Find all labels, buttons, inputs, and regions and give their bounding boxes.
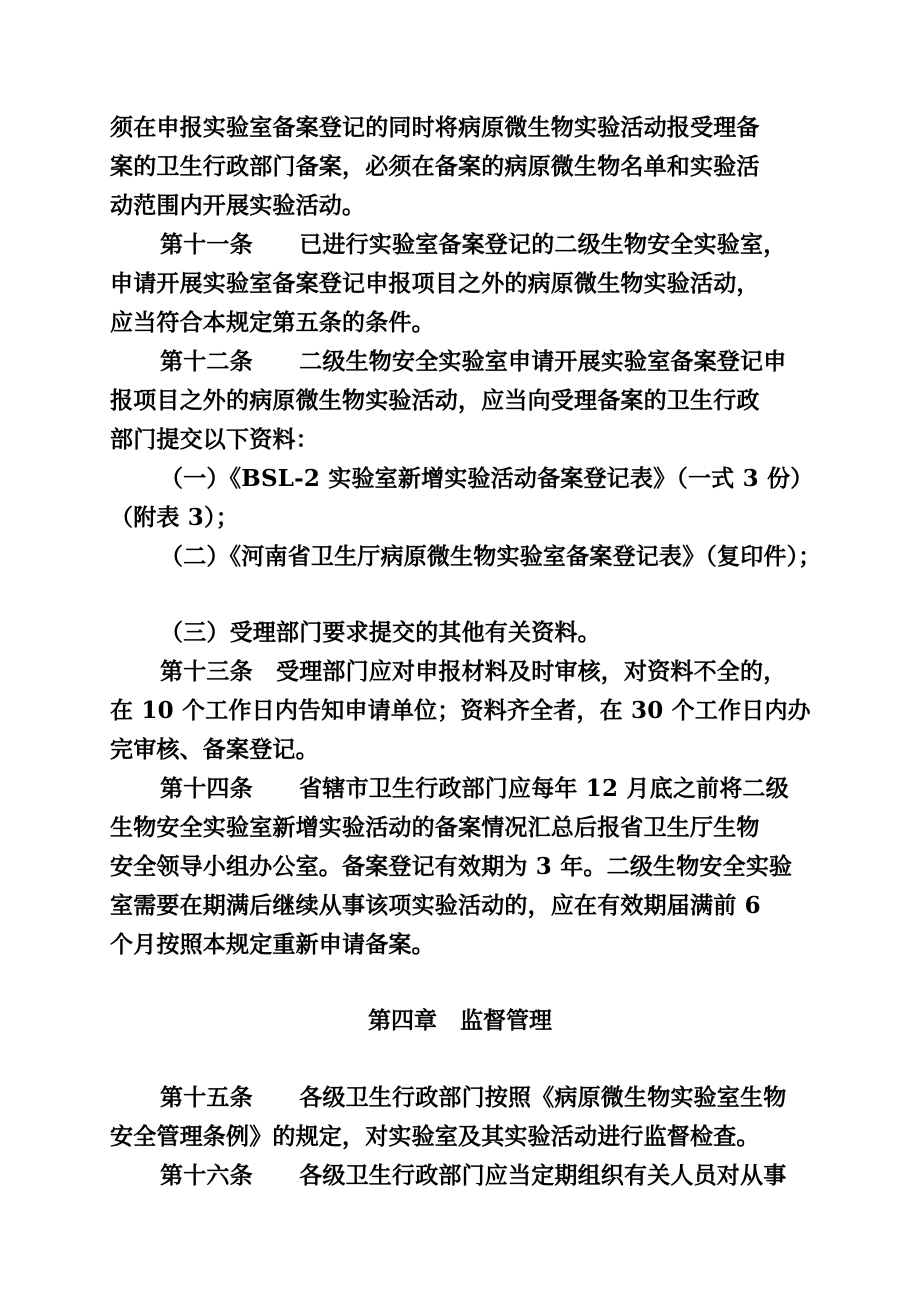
article-14-line: 第十四条 省辖市卫生行政部门应每年 12 月底之前将二级 [160, 775, 789, 802]
text-line: 案的卫生行政部门备案，必须在备案的病原微生物名单和实验活 [110, 153, 760, 180]
article-16-line: 第十六条 各级卫生行政部门应当定期组织有关人员对从事 [160, 1162, 787, 1189]
text-line: 申请开展实验室备案登记申报项目之外的病原微生物实验活动， [110, 270, 760, 297]
text-line: 安全领导小组办公室。备案登记有效期为 3 年。二级生物安全实验 [110, 853, 793, 880]
text-line: 完审核、备案登记。 [110, 736, 319, 763]
text-line: 个月按照本规定重新申请备案。 [110, 931, 435, 958]
article-11-line: 第十一条 已进行实验室备案登记的二级生物安全实验室， [160, 231, 787, 258]
text-line: 须在申报实验室备案登记的同时将病原微生物实验活动报受理备 [110, 114, 760, 141]
text-line: 安全管理条例》的规定，对实验室及其实验活动进行监督检查。 [110, 1123, 760, 1150]
article-13-line: 第十三条 受理部门应对申报材料及时审核，对资料不全的， [160, 658, 787, 685]
text-line: 生物安全实验室新增实验活动的备案情况汇总后报省卫生厅生物 [110, 814, 760, 841]
article-12-line: 第十二条 二级生物安全实验室申请开展实验室备案登记申 [160, 348, 787, 375]
text-line: 室需要在期满后继续从事该项实验活动的，应在有效期届满前 6 [110, 892, 761, 919]
list-item-1: （一）《BSL-2 实验室新增实验活动备案登记表》（一式 3 份） [160, 465, 814, 492]
text-line: 报项目之外的病原微生物实验活动，应当向受理备案的卫生行政 [110, 387, 760, 414]
article-15-line: 第十五条 各级卫生行政部门按照《病原微生物实验室生物 [160, 1084, 787, 1111]
text-line: 在 10 个工作日内告知申请单位；资料齐全者，在 30 个工作日内办 [110, 697, 811, 724]
text-line: 应当符合本规定第五条的条件。 [110, 309, 435, 336]
text-line: （附表 3）； [110, 504, 239, 531]
list-item-3: （三）受理部门要求提交的其他有关资料。 [160, 619, 601, 646]
text-line: 部门提交以下资料： [110, 426, 319, 453]
list-item-2: （二）《河南省卫生厅病原微生物实验室备案登记表》（复印件）； [160, 543, 822, 570]
chapter-heading: 第四章 监督管理 [368, 1007, 552, 1034]
text-line: 动范围内开展实验活动。 [110, 192, 366, 219]
